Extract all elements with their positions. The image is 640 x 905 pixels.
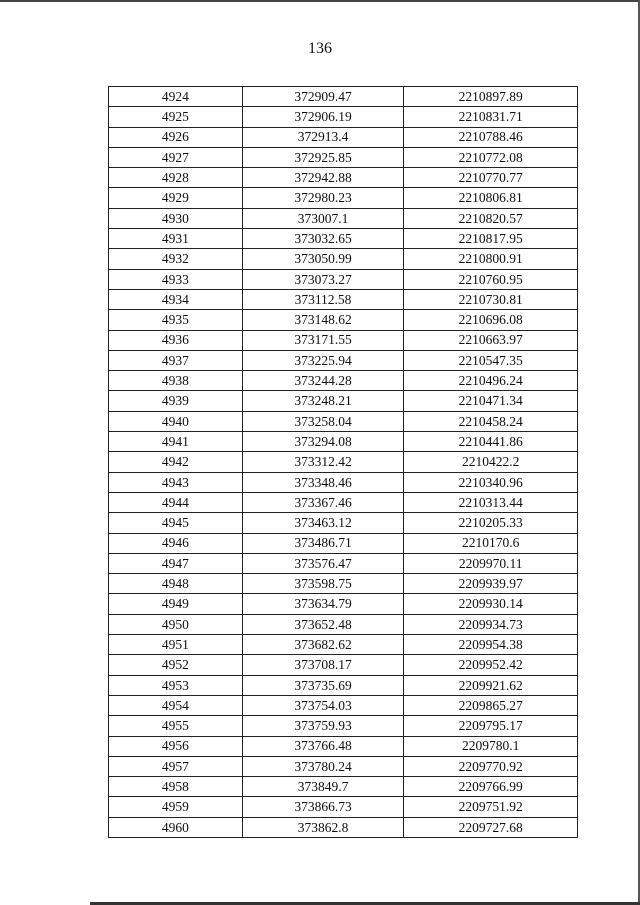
y-coordinate-cell: 2210730.81 bbox=[404, 289, 578, 309]
table-row bbox=[109, 87, 578, 107]
x-coordinate-cell: 373312.42 bbox=[242, 452, 404, 472]
table-row bbox=[109, 614, 578, 634]
y-coordinate-cell: 2210441.86 bbox=[404, 432, 578, 452]
y-coordinate-cell: 2210800.91 bbox=[404, 249, 578, 269]
table-row bbox=[109, 188, 578, 208]
y-coordinate-cell: 2210770.77 bbox=[404, 168, 578, 188]
y-coordinate-cell: 2210897.89 bbox=[404, 87, 578, 107]
table-row bbox=[109, 736, 578, 756]
point-number-cell: 4959 bbox=[109, 797, 243, 817]
y-coordinate-cell: 2209795.17 bbox=[404, 716, 578, 736]
y-coordinate-cell: 2209751.92 bbox=[404, 797, 578, 817]
x-coordinate-cell: 373225.94 bbox=[242, 350, 404, 370]
point-number-cell: 4933 bbox=[109, 269, 243, 289]
x-coordinate-cell: 373862.8 bbox=[242, 817, 404, 837]
table-row bbox=[109, 411, 578, 431]
x-coordinate-cell: 373148.62 bbox=[242, 310, 404, 330]
point-number-cell: 4934 bbox=[109, 289, 243, 309]
point-number-cell: 4941 bbox=[109, 432, 243, 452]
x-coordinate-cell: 372942.88 bbox=[242, 168, 404, 188]
x-coordinate-cell: 373050.99 bbox=[242, 249, 404, 269]
y-coordinate-cell: 2210806.81 bbox=[404, 188, 578, 208]
y-coordinate-cell: 2210471.34 bbox=[404, 391, 578, 411]
table-row bbox=[109, 452, 578, 472]
x-coordinate-cell: 373759.93 bbox=[242, 716, 404, 736]
point-number-cell: 4935 bbox=[109, 310, 243, 330]
y-coordinate-cell: 2209727.68 bbox=[404, 817, 578, 837]
x-coordinate-cell: 373032.65 bbox=[242, 229, 404, 249]
x-coordinate-cell: 372925.85 bbox=[242, 147, 404, 167]
y-coordinate-cell: 2210788.46 bbox=[404, 127, 578, 147]
x-coordinate-cell: 373780.24 bbox=[242, 756, 404, 776]
table-row bbox=[109, 817, 578, 837]
point-number-cell: 4958 bbox=[109, 777, 243, 797]
table-row bbox=[109, 350, 578, 370]
scan-edge-top bbox=[0, 0, 640, 2]
x-coordinate-cell: 373486.71 bbox=[242, 533, 404, 553]
y-coordinate-cell: 2210817.95 bbox=[404, 229, 578, 249]
y-coordinate-cell: 2210696.08 bbox=[404, 310, 578, 330]
y-coordinate-cell: 2209780.1 bbox=[404, 736, 578, 756]
point-number-cell: 4957 bbox=[109, 756, 243, 776]
point-number-cell: 4925 bbox=[109, 107, 243, 127]
x-coordinate-cell: 373367.46 bbox=[242, 492, 404, 512]
point-number-cell: 4956 bbox=[109, 736, 243, 756]
point-number-cell: 4949 bbox=[109, 594, 243, 614]
point-number-cell: 4944 bbox=[109, 492, 243, 512]
x-coordinate-cell: 373652.48 bbox=[242, 614, 404, 634]
table-row bbox=[109, 330, 578, 350]
x-coordinate-cell: 372980.23 bbox=[242, 188, 404, 208]
y-coordinate-cell: 2210831.71 bbox=[404, 107, 578, 127]
point-number-cell: 4932 bbox=[109, 249, 243, 269]
point-number-cell: 4927 bbox=[109, 147, 243, 167]
point-number-cell: 4948 bbox=[109, 574, 243, 594]
x-coordinate-cell: 373348.46 bbox=[242, 472, 404, 492]
y-coordinate-cell: 2210496.24 bbox=[404, 371, 578, 391]
point-number-cell: 4936 bbox=[109, 330, 243, 350]
y-coordinate-cell: 2210422.2 bbox=[404, 452, 578, 472]
point-number-cell: 4942 bbox=[109, 452, 243, 472]
page-number: 136 bbox=[308, 40, 332, 57]
x-coordinate-cell: 373682.62 bbox=[242, 635, 404, 655]
y-coordinate-cell: 2210547.35 bbox=[404, 350, 578, 370]
table-row bbox=[109, 310, 578, 330]
x-coordinate-cell: 373073.27 bbox=[242, 269, 404, 289]
table-row bbox=[109, 553, 578, 573]
point-number-cell: 4929 bbox=[109, 188, 243, 208]
x-coordinate-cell: 373258.04 bbox=[242, 411, 404, 431]
y-coordinate-cell: 2209934.73 bbox=[404, 614, 578, 634]
y-coordinate-cell: 2209921.62 bbox=[404, 675, 578, 695]
x-coordinate-cell: 373112.58 bbox=[242, 289, 404, 309]
x-coordinate-cell: 373598.75 bbox=[242, 574, 404, 594]
y-coordinate-cell: 2210205.33 bbox=[404, 513, 578, 533]
point-number-cell: 4931 bbox=[109, 229, 243, 249]
point-number-cell: 4945 bbox=[109, 513, 243, 533]
x-coordinate-cell: 373576.47 bbox=[242, 553, 404, 573]
point-number-cell: 4940 bbox=[109, 411, 243, 431]
point-number-cell: 4938 bbox=[109, 371, 243, 391]
x-coordinate-cell: 373171.55 bbox=[242, 330, 404, 350]
table-row bbox=[109, 675, 578, 695]
x-coordinate-cell: 373735.69 bbox=[242, 675, 404, 695]
x-coordinate-cell: 373766.48 bbox=[242, 736, 404, 756]
table-row bbox=[109, 513, 578, 533]
point-number-cell: 4952 bbox=[109, 655, 243, 675]
table-row bbox=[109, 655, 578, 675]
point-number-cell: 4924 bbox=[109, 87, 243, 107]
x-coordinate-cell: 373634.79 bbox=[242, 594, 404, 614]
point-number-cell: 4943 bbox=[109, 472, 243, 492]
table-row bbox=[109, 107, 578, 127]
y-coordinate-cell: 2209952.42 bbox=[404, 655, 578, 675]
point-number-cell: 4930 bbox=[109, 208, 243, 228]
point-number-cell: 4960 bbox=[109, 817, 243, 837]
point-number-cell: 4947 bbox=[109, 553, 243, 573]
y-coordinate-cell: 2210340.96 bbox=[404, 472, 578, 492]
point-number-cell: 4955 bbox=[109, 716, 243, 736]
table-row bbox=[109, 432, 578, 452]
y-coordinate-cell: 2209930.14 bbox=[404, 594, 578, 614]
point-number-cell: 4954 bbox=[109, 695, 243, 715]
table-row bbox=[109, 229, 578, 249]
coordinates-table-body bbox=[109, 87, 578, 838]
table-row bbox=[109, 695, 578, 715]
x-coordinate-cell: 373007.1 bbox=[242, 208, 404, 228]
y-coordinate-cell: 2209954.38 bbox=[404, 635, 578, 655]
y-coordinate-cell: 2209939.97 bbox=[404, 574, 578, 594]
x-coordinate-cell: 373244.28 bbox=[242, 371, 404, 391]
table-row bbox=[109, 289, 578, 309]
table-row bbox=[109, 147, 578, 167]
x-coordinate-cell: 373866.73 bbox=[242, 797, 404, 817]
table-row bbox=[109, 716, 578, 736]
table-row bbox=[109, 594, 578, 614]
table-row bbox=[109, 756, 578, 776]
table-row bbox=[109, 391, 578, 411]
coordinates-table bbox=[108, 86, 578, 838]
y-coordinate-cell: 2209770.92 bbox=[404, 756, 578, 776]
point-number-cell: 4953 bbox=[109, 675, 243, 695]
table-row bbox=[109, 208, 578, 228]
x-coordinate-cell: 373463.12 bbox=[242, 513, 404, 533]
point-number-cell: 4926 bbox=[109, 127, 243, 147]
y-coordinate-cell: 2210820.57 bbox=[404, 208, 578, 228]
x-coordinate-cell: 372906.19 bbox=[242, 107, 404, 127]
x-coordinate-cell: 373294.08 bbox=[242, 432, 404, 452]
point-number-cell: 4937 bbox=[109, 350, 243, 370]
point-number-cell: 4939 bbox=[109, 391, 243, 411]
table-row bbox=[109, 127, 578, 147]
x-coordinate-cell: 373248.21 bbox=[242, 391, 404, 411]
x-coordinate-cell: 373708.17 bbox=[242, 655, 404, 675]
table-row bbox=[109, 797, 578, 817]
table-row bbox=[109, 635, 578, 655]
table-row bbox=[109, 777, 578, 797]
table-row bbox=[109, 472, 578, 492]
point-number-cell: 4951 bbox=[109, 635, 243, 655]
y-coordinate-cell: 2210313.44 bbox=[404, 492, 578, 512]
y-coordinate-cell: 2210458.24 bbox=[404, 411, 578, 431]
x-coordinate-cell: 373754.03 bbox=[242, 695, 404, 715]
table-row bbox=[109, 492, 578, 512]
y-coordinate-cell: 2210663.97 bbox=[404, 330, 578, 350]
x-coordinate-cell: 373849.7 bbox=[242, 777, 404, 797]
point-number-cell: 4950 bbox=[109, 614, 243, 634]
x-coordinate-cell: 372909.47 bbox=[242, 87, 404, 107]
y-coordinate-cell: 2209970.11 bbox=[404, 553, 578, 573]
y-coordinate-cell: 2210772.08 bbox=[404, 147, 578, 167]
table-row bbox=[109, 371, 578, 391]
table-row bbox=[109, 168, 578, 188]
y-coordinate-cell: 2209766.99 bbox=[404, 777, 578, 797]
table-row bbox=[109, 533, 578, 553]
x-coordinate-cell: 372913.4 bbox=[242, 127, 404, 147]
y-coordinate-cell: 2210760.95 bbox=[404, 269, 578, 289]
table-row bbox=[109, 269, 578, 289]
y-coordinate-cell: 2210170.6 bbox=[404, 533, 578, 553]
table-row bbox=[109, 249, 578, 269]
point-number-cell: 4928 bbox=[109, 168, 243, 188]
y-coordinate-cell: 2209865.27 bbox=[404, 695, 578, 715]
table-row bbox=[109, 574, 578, 594]
point-number-cell: 4946 bbox=[109, 533, 243, 553]
